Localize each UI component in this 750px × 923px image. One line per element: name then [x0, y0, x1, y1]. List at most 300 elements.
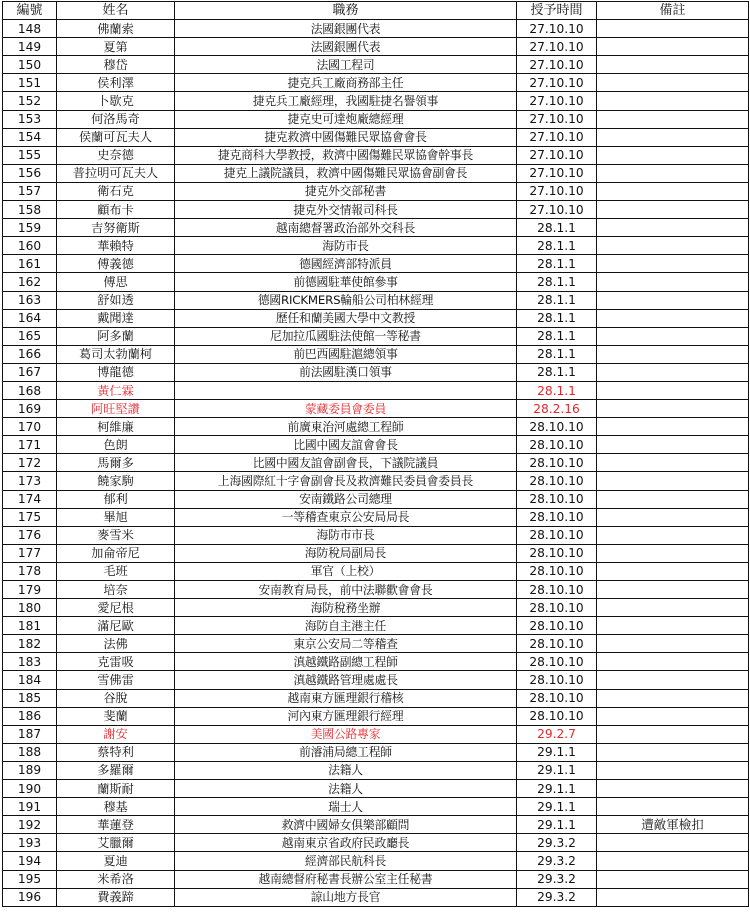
- cell-note: [597, 201, 749, 219]
- cell-no: 181: [3, 617, 57, 635]
- cell-date: 27.10.10: [517, 164, 597, 182]
- cell-date: 29.3.2: [517, 834, 597, 852]
- cell-no: 150: [3, 56, 57, 74]
- cell-duty: 瑞士人: [175, 798, 517, 816]
- cell-no: 168: [3, 381, 57, 399]
- table-row: [3, 237, 749, 255]
- cell-note: [597, 381, 749, 399]
- cell-date: 28.1.1: [517, 255, 597, 273]
- cell-no: 184: [3, 671, 57, 689]
- table-row: [3, 436, 749, 454]
- cell-date: 28.10.10: [517, 436, 597, 454]
- cell-duty: 安南教育局長，前中法聯歡會會長: [175, 581, 517, 599]
- cell-note: [597, 327, 749, 345]
- cell-date: 29.1.1: [517, 816, 597, 834]
- cell-name: 普拉明可瓦夫人: [57, 164, 175, 182]
- cell-note: [597, 110, 749, 128]
- cell-duty: 比國中國友誼會會長: [175, 436, 517, 454]
- cell-note: [597, 454, 749, 472]
- cell-date: 28.1.1: [517, 309, 597, 327]
- cell-duty: 德國RICKMERS輪船公司柏林經理: [175, 291, 517, 309]
- cell-note: [597, 635, 749, 653]
- cell-no: 187: [3, 725, 57, 743]
- cell-name: 谷脫: [57, 689, 175, 707]
- cell-no: 182: [3, 635, 57, 653]
- cell-name: 黃仁霖: [57, 381, 175, 399]
- cell-no: 179: [3, 581, 57, 599]
- table-row: [3, 490, 749, 508]
- cell-no: 188: [3, 743, 57, 761]
- cell-duty: 法國工程司: [175, 56, 517, 74]
- cell-date: 28.1.1: [517, 381, 597, 399]
- cell-note: [597, 852, 749, 870]
- cell-date: 28.1.1: [517, 219, 597, 237]
- table-row: [3, 581, 749, 599]
- cell-name: 戴聞達: [57, 309, 175, 327]
- table-row: [3, 689, 749, 707]
- cell-duty: [175, 381, 517, 399]
- cell-no: 170: [3, 418, 57, 436]
- table-row: [3, 363, 749, 381]
- cell-date: 28.10.10: [517, 707, 597, 725]
- cell-duty: 海防稅務坐辦: [175, 599, 517, 617]
- cell-duty: 救濟中國婦女俱樂部顧問: [175, 816, 517, 834]
- cell-duty: 前法國駐漢口領事: [175, 363, 517, 381]
- cell-duty: 河內東方匯理銀行經理: [175, 707, 517, 725]
- cell-name: 舒如透: [57, 291, 175, 309]
- cell-date: 27.10.10: [517, 182, 597, 200]
- cell-date: 28.1.1: [517, 345, 597, 363]
- cell-no: 193: [3, 834, 57, 852]
- cell-name: 色朗: [57, 436, 175, 454]
- cell-note: [597, 400, 749, 418]
- cell-name: 夏第: [57, 38, 175, 56]
- cell-note: [597, 780, 749, 798]
- header-name: 姓名: [57, 2, 175, 20]
- cell-note: [597, 418, 749, 436]
- cell-duty: 前巴西國駐滬總領事: [175, 345, 517, 363]
- cell-note: [597, 291, 749, 309]
- table-row: [3, 816, 749, 834]
- cell-date: 28.10.10: [517, 599, 597, 617]
- cell-note: [597, 219, 749, 237]
- cell-duty: 越南東京省政府民政廳長: [175, 834, 517, 852]
- cell-note: [597, 490, 749, 508]
- cell-name: 阿多蘭: [57, 327, 175, 345]
- table-row: [3, 327, 749, 345]
- cell-note: [597, 617, 749, 635]
- cell-name: 侯利澤: [57, 74, 175, 92]
- cell-duty: 捷克救濟中國傷難民眾協會會長: [175, 128, 517, 146]
- cell-name: 博龍德: [57, 363, 175, 381]
- cell-no: 194: [3, 852, 57, 870]
- table-row: [3, 110, 749, 128]
- cell-duty: 海防市長: [175, 237, 517, 255]
- cell-duty: 捷克兵工廠經理，我國駐捷名譽領事: [175, 92, 517, 110]
- cell-name: 侯蘭可瓦夫人: [57, 128, 175, 146]
- cell-no: 185: [3, 689, 57, 707]
- cell-note: 遭敵軍檢扣: [597, 816, 749, 834]
- cell-name: 米希洛: [57, 870, 175, 888]
- cell-note: [597, 761, 749, 779]
- cell-no: 161: [3, 255, 57, 273]
- cell-no: 178: [3, 562, 57, 580]
- cell-no: 174: [3, 490, 57, 508]
- cell-no: 186: [3, 707, 57, 725]
- cell-duty: 軍官（上校）: [175, 562, 517, 580]
- cell-no: 180: [3, 599, 57, 617]
- table-row: [3, 273, 749, 291]
- cell-no: 183: [3, 653, 57, 671]
- cell-note: [597, 689, 749, 707]
- cell-name: 多羅爾: [57, 761, 175, 779]
- cell-date: 29.2.7: [517, 725, 597, 743]
- cell-date: 28.10.10: [517, 508, 597, 526]
- cell-name: 畢旭: [57, 508, 175, 526]
- cell-duty: 海防市市長: [175, 526, 517, 544]
- cell-name: 謝安: [57, 725, 175, 743]
- cell-date: 28.1.1: [517, 273, 597, 291]
- cell-date: 29.3.2: [517, 852, 597, 870]
- cell-no: 195: [3, 870, 57, 888]
- cell-note: [597, 888, 749, 906]
- cell-no: 154: [3, 128, 57, 146]
- table-row: [3, 400, 749, 418]
- cell-no: 158: [3, 201, 57, 219]
- table-row: [3, 707, 749, 725]
- table-row: [3, 454, 749, 472]
- cell-note: [597, 345, 749, 363]
- cell-duty: 越南總督府秘書長辦公室主任秘書: [175, 870, 517, 888]
- cell-note: [597, 56, 749, 74]
- cell-duty: 海防稅局副局長: [175, 544, 517, 562]
- cell-date: 28.10.10: [517, 418, 597, 436]
- cell-no: 162: [3, 273, 57, 291]
- cell-no: 160: [3, 237, 57, 255]
- cell-no: 159: [3, 219, 57, 237]
- table-row: [3, 381, 749, 399]
- cell-duty: 法國銀團代表: [175, 20, 517, 38]
- cell-date: 28.10.10: [517, 526, 597, 544]
- cell-duty: 捷克外交情報司科長: [175, 201, 517, 219]
- cell-name: 何洛馬奇: [57, 110, 175, 128]
- cell-date: 27.10.10: [517, 128, 597, 146]
- header-duty: 職務: [175, 2, 517, 20]
- cell-duty: 前濬浦局總工程師: [175, 743, 517, 761]
- cell-date: 27.10.10: [517, 38, 597, 56]
- cell-note: [597, 182, 749, 200]
- cell-no: 173: [3, 472, 57, 490]
- cell-no: 189: [3, 761, 57, 779]
- cell-name: 費義蹄: [57, 888, 175, 906]
- cell-name: 華蓮登: [57, 816, 175, 834]
- cell-note: [597, 38, 749, 56]
- cell-note: [597, 725, 749, 743]
- table-row: [3, 164, 749, 182]
- cell-note: [597, 74, 749, 92]
- table-row: [3, 653, 749, 671]
- cell-date: 29.1.1: [517, 798, 597, 816]
- cell-name: 克雷吸: [57, 653, 175, 671]
- table-row: [3, 562, 749, 580]
- cell-note: [597, 653, 749, 671]
- cell-no: 148: [3, 20, 57, 38]
- cell-duty: 前德國駐華使館參事: [175, 273, 517, 291]
- cell-name: 傅思: [57, 273, 175, 291]
- cell-note: [597, 599, 749, 617]
- cell-no: 153: [3, 110, 57, 128]
- table-row: [3, 201, 749, 219]
- cell-note: [597, 870, 749, 888]
- table-row: [3, 544, 749, 562]
- cell-name: 顧布卡: [57, 201, 175, 219]
- cell-name: 斐蘭: [57, 707, 175, 725]
- cell-duty: 歷任和蘭美國大學中文教授: [175, 309, 517, 327]
- cell-date: 28.2.16: [517, 400, 597, 418]
- table-row: [3, 599, 749, 617]
- cell-no: 151: [3, 74, 57, 92]
- cell-name: 葛司太勃蘭柯: [57, 345, 175, 363]
- cell-name: 柯維廉: [57, 418, 175, 436]
- cell-name: 穆岱: [57, 56, 175, 74]
- cell-date: 28.10.10: [517, 581, 597, 599]
- cell-date: 28.10.10: [517, 472, 597, 490]
- table-row: [3, 888, 749, 906]
- table-row: [3, 56, 749, 74]
- cell-note: [597, 562, 749, 580]
- cell-no: 177: [3, 544, 57, 562]
- cell-name: 蔡特利: [57, 743, 175, 761]
- cell-note: [597, 707, 749, 725]
- cell-date: 28.1.1: [517, 237, 597, 255]
- cell-note: [597, 544, 749, 562]
- cell-name: 郁利: [57, 490, 175, 508]
- cell-no: 190: [3, 780, 57, 798]
- cell-note: [597, 581, 749, 599]
- cell-no: 166: [3, 345, 57, 363]
- cell-date: 28.10.10: [517, 671, 597, 689]
- cell-date: 28.10.10: [517, 544, 597, 562]
- cell-note: [597, 92, 749, 110]
- cell-duty: 諒山地方長官: [175, 888, 517, 906]
- cell-duty: 海防自主港主任: [175, 617, 517, 635]
- cell-no: 149: [3, 38, 57, 56]
- cell-name: 雪佛雷: [57, 671, 175, 689]
- cell-duty: 法籍人: [175, 761, 517, 779]
- cell-name: 加侖帝尼: [57, 544, 175, 562]
- cell-no: 192: [3, 816, 57, 834]
- cell-note: [597, 255, 749, 273]
- table-row: [3, 38, 749, 56]
- cell-duty: 前廣東治河處總工程師: [175, 418, 517, 436]
- cell-no: 165: [3, 327, 57, 345]
- cell-duty: 一等稽查東京公安局局長: [175, 508, 517, 526]
- cell-no: 176: [3, 526, 57, 544]
- cell-name: 法佛: [57, 635, 175, 653]
- cell-date: 28.1.1: [517, 363, 597, 381]
- cell-no: 156: [3, 164, 57, 182]
- cell-duty: 德國經濟部特派員: [175, 255, 517, 273]
- cell-name: 滿尼歐: [57, 617, 175, 635]
- header-row: [3, 2, 749, 20]
- table-row: [3, 780, 749, 798]
- cell-duty: 比國中國友誼會副會長，下議院議員: [175, 454, 517, 472]
- cell-name: 卜歇克: [57, 92, 175, 110]
- cell-name: 蘭斯耐: [57, 780, 175, 798]
- cell-note: [597, 20, 749, 38]
- cell-no: 171: [3, 436, 57, 454]
- cell-date: 28.10.10: [517, 562, 597, 580]
- cell-date: 28.1.1: [517, 327, 597, 345]
- cell-duty: 蒙藏委員會委員: [175, 400, 517, 418]
- cell-note: [597, 526, 749, 544]
- cell-name: 傅義德: [57, 255, 175, 273]
- table-row: [3, 74, 749, 92]
- cell-duty: 經濟部民航科長: [175, 852, 517, 870]
- cell-note: [597, 146, 749, 164]
- cell-no: 175: [3, 508, 57, 526]
- cell-name: 吉努衛斯: [57, 219, 175, 237]
- header-note: 備註: [597, 2, 749, 20]
- cell-note: [597, 834, 749, 852]
- cell-name: 夏迪: [57, 852, 175, 870]
- cell-note: [597, 164, 749, 182]
- cell-date: 29.1.1: [517, 743, 597, 761]
- cell-duty: 滇越鐵路管理處處長: [175, 671, 517, 689]
- cell-name: 佛蘭索: [57, 20, 175, 38]
- cell-no: 157: [3, 182, 57, 200]
- cell-note: [597, 128, 749, 146]
- table-row: [3, 309, 749, 327]
- cell-duty: 捷克史可達炮廠總經理: [175, 110, 517, 128]
- table-row: [3, 146, 749, 164]
- table-row: [3, 526, 749, 544]
- cell-note: [597, 798, 749, 816]
- cell-no: 191: [3, 798, 57, 816]
- award-table: [2, 1, 749, 907]
- table-row: [3, 472, 749, 490]
- cell-date: 27.10.10: [517, 110, 597, 128]
- table-row: [3, 635, 749, 653]
- cell-name: 穆基: [57, 798, 175, 816]
- cell-date: 29.1.1: [517, 761, 597, 779]
- cell-name: 饒家駒: [57, 472, 175, 490]
- cell-date: 29.3.2: [517, 888, 597, 906]
- cell-duty: 法國銀團代表: [175, 38, 517, 56]
- table-row: [3, 128, 749, 146]
- cell-date: 28.10.10: [517, 617, 597, 635]
- cell-no: 196: [3, 888, 57, 906]
- cell-duty: 滇越鐵路副總工程師: [175, 653, 517, 671]
- cell-duty: 美國公路專家: [175, 725, 517, 743]
- header-no: 編號: [3, 2, 57, 20]
- table-row: [3, 92, 749, 110]
- cell-duty: 法籍人: [175, 780, 517, 798]
- cell-duty: 尼加拉瓜國駐法使館一等秘書: [175, 327, 517, 345]
- table-row: [3, 345, 749, 363]
- cell-note: [597, 472, 749, 490]
- table-row: [3, 291, 749, 309]
- table-row: [3, 834, 749, 852]
- cell-name: 麥雪米: [57, 526, 175, 544]
- cell-name: 愛尼根: [57, 599, 175, 617]
- table-row: [3, 743, 749, 761]
- cell-note: [597, 671, 749, 689]
- cell-duty: 越南東方匯理銀行稽核: [175, 689, 517, 707]
- cell-name: 華賴特: [57, 237, 175, 255]
- cell-date: 27.10.10: [517, 201, 597, 219]
- cell-no: 172: [3, 454, 57, 472]
- table-row: [3, 671, 749, 689]
- cell-note: [597, 237, 749, 255]
- table-row: [3, 870, 749, 888]
- cell-name: 毛班: [57, 562, 175, 580]
- cell-date: 28.1.1: [517, 291, 597, 309]
- cell-no: 169: [3, 400, 57, 418]
- cell-name: 阿旺堅讚: [57, 400, 175, 418]
- table-row: [3, 20, 749, 38]
- cell-date: 29.3.2: [517, 870, 597, 888]
- table-row: [3, 418, 749, 436]
- cell-duty: 捷克兵工廠商務部主任: [175, 74, 517, 92]
- table-row: [3, 761, 749, 779]
- cell-date: 27.10.10: [517, 20, 597, 38]
- cell-note: [597, 743, 749, 761]
- cell-name: 馬爾多: [57, 454, 175, 472]
- cell-duty: 捷克外交部秘書: [175, 182, 517, 200]
- table-row: [3, 508, 749, 526]
- cell-duty: 捷克商科大學教授，救濟中國傷難民眾協會幹事長: [175, 146, 517, 164]
- cell-duty: 安南鐵路公司總理: [175, 490, 517, 508]
- cell-date: 29.1.1: [517, 780, 597, 798]
- table-row: [3, 725, 749, 743]
- cell-name: 衛石克: [57, 182, 175, 200]
- table-row: [3, 182, 749, 200]
- cell-duty: 捷克上議院議員，救濟中國傷難民眾協會副會長: [175, 164, 517, 182]
- cell-date: 28.10.10: [517, 454, 597, 472]
- cell-no: 155: [3, 146, 57, 164]
- cell-duty: 東京公安局二等稽查: [175, 635, 517, 653]
- cell-no: 164: [3, 309, 57, 327]
- table-row: [3, 852, 749, 870]
- cell-date: 27.10.10: [517, 74, 597, 92]
- cell-date: 27.10.10: [517, 146, 597, 164]
- cell-name: 史奈德: [57, 146, 175, 164]
- table-row: [3, 255, 749, 273]
- cell-no: 152: [3, 92, 57, 110]
- cell-no: 167: [3, 363, 57, 381]
- cell-date: 28.10.10: [517, 635, 597, 653]
- cell-date: 28.10.10: [517, 490, 597, 508]
- cell-date: 27.10.10: [517, 56, 597, 74]
- cell-duty: 上海國際紅十字會副會長及救濟難民委員會委員長: [175, 472, 517, 490]
- cell-no: 163: [3, 291, 57, 309]
- cell-note: [597, 508, 749, 526]
- cell-name: 艾臘爾: [57, 834, 175, 852]
- cell-note: [597, 309, 749, 327]
- cell-duty: 越南總督署政治部外交科長: [175, 219, 517, 237]
- cell-date: 27.10.10: [517, 92, 597, 110]
- cell-note: [597, 273, 749, 291]
- cell-name: 培奈: [57, 581, 175, 599]
- cell-note: [597, 436, 749, 454]
- cell-date: 28.10.10: [517, 689, 597, 707]
- cell-note: [597, 363, 749, 381]
- table-row: [3, 617, 749, 635]
- header-date: 授予時間: [517, 2, 597, 20]
- table-row: [3, 219, 749, 237]
- table-body: [3, 20, 749, 907]
